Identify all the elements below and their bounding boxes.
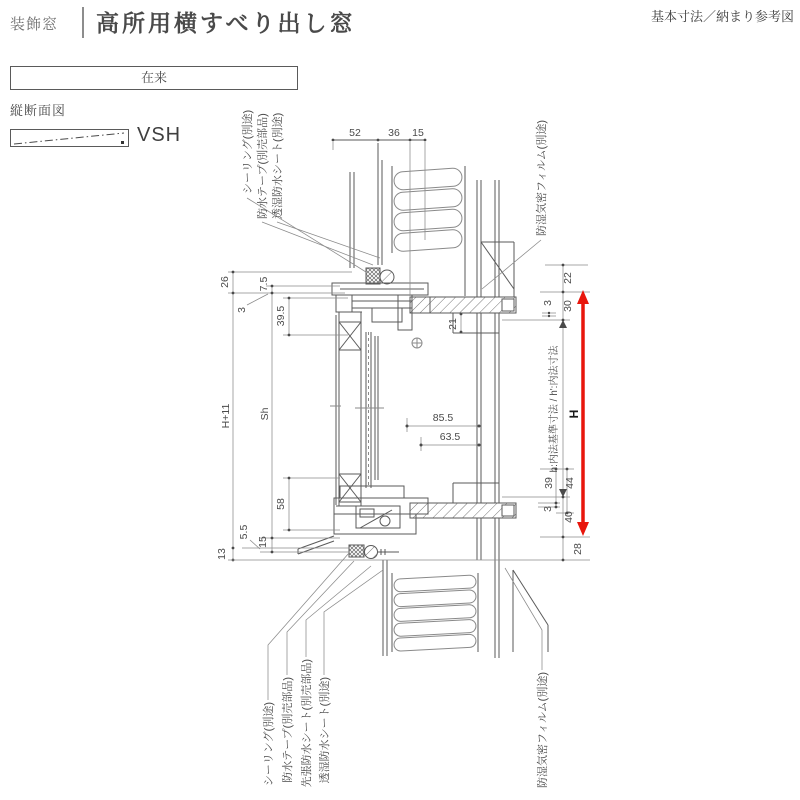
dim-40: 40 — [563, 511, 575, 523]
operator-hardware — [356, 506, 400, 528]
corner-note: 基本寸法／納まり参考図 — [650, 9, 794, 24]
dim-5-5: 5.5 — [238, 524, 250, 540]
callout-vapor-film-top: 防湿気密フィルム(別途) — [536, 119, 548, 236]
callout-breathable-sheet-top: 透湿防水シート(別途) — [272, 112, 284, 219]
screw-detail — [378, 549, 399, 555]
dim-h-plus-11: H+11 — [220, 403, 232, 429]
dim-21: 21 — [447, 318, 459, 330]
head-furring-board — [410, 297, 516, 313]
interior-reveal — [453, 313, 499, 658]
dim-22: 22 — [562, 272, 574, 284]
dim-36: 36 — [388, 127, 400, 139]
dim-H: H — [567, 409, 581, 419]
sill-frame-profile — [298, 486, 428, 554]
dim-7-5: 7.5 — [258, 276, 270, 292]
head-sealant-detail — [366, 268, 394, 284]
sill-sealant-detail — [349, 545, 399, 559]
dim-39: 39 — [543, 477, 555, 489]
dim-3-left: 3 — [236, 307, 248, 313]
dim-3-right-bottom: 3 — [542, 506, 554, 512]
insulation-batt-bottom — [394, 575, 477, 651]
dim-sh: Sh — [259, 407, 271, 421]
callout-breathable-sheet-bottom: 透湿防水シート(別途) — [319, 677, 331, 784]
dim-15-left: 15 — [257, 536, 269, 548]
dim-85-5: 85.5 — [432, 412, 454, 424]
glass-pane — [366, 332, 371, 488]
dim-30: 30 — [562, 300, 574, 312]
dim-h-note: h:内法基準寸法 / h':内法寸法 — [549, 345, 560, 473]
callouts-bottom — [261, 553, 549, 788]
sash-top-rail — [339, 322, 361, 350]
fastener-symbol — [412, 338, 422, 348]
window-type-code: VSH — [137, 124, 182, 146]
dim-52: 52 — [349, 127, 361, 139]
category-label: 装飾窓 — [10, 16, 59, 33]
dim-3-right-top: 3 — [542, 300, 554, 306]
section-title: 縦断面図 — [10, 103, 67, 118]
dim-63-5: 63.5 — [439, 431, 461, 443]
variant-tab: 在来 — [10, 66, 298, 90]
page-title: 高所用横すべり出し窓 — [96, 10, 356, 36]
dim-28: 28 — [572, 543, 584, 555]
callout-vapor-film-bottom: 防湿気密フィルム(別途) — [537, 672, 549, 789]
callout-sealing-bottom: シーリング(別途) — [263, 702, 275, 787]
callout-waterproof-tape-top: 防水テープ(別売部品) — [257, 113, 269, 219]
bottom-wall-section — [383, 560, 548, 656]
sill-furring-board — [410, 503, 516, 518]
sash-and-glass — [330, 312, 422, 506]
callout-sealing-top: シーリング(別途) — [242, 109, 254, 194]
dim-26: 26 — [219, 276, 231, 288]
callout-pre-applied-sheet-bottom: 先張防水シート(別売部品) — [301, 659, 313, 788]
height-arrow — [567, 290, 589, 536]
dim-15-top: 15 — [412, 127, 424, 139]
dim-58: 58 — [275, 498, 287, 510]
dim-39-5: 39.5 — [275, 305, 287, 327]
dim-44: 44 — [564, 477, 576, 489]
callout-waterproof-tape-bottom: 防水テープ(別売部品) — [282, 677, 294, 783]
dim-13: 13 — [216, 548, 228, 560]
left-dimension-chains — [216, 271, 352, 562]
insulation-batt-top — [393, 168, 462, 252]
